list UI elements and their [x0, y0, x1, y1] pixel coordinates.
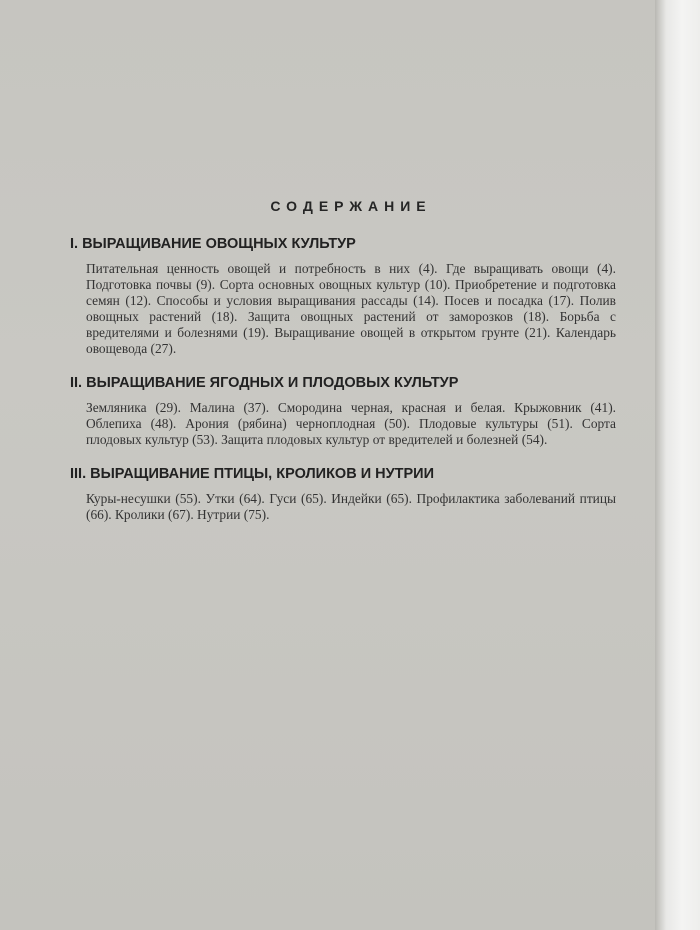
section-heading: I. ВЫРАЩИВАНИЕ ОВОЩНЫХ КУЛЬТУР	[70, 236, 356, 252]
section-body: Куры-несушки (55). Утки (64). Гуси (65). Индейки (65). Профилактика заболеваний птицы (66). Кролики (67). Нутрии (75).	[86, 491, 616, 522]
section-heading: III. ВЫРАЩИВАНИЕ ПТИЦЫ, КРОЛИКОВ И НУТРИИ	[70, 466, 435, 482]
toc-section-2	[70, 375, 616, 448]
section-body: Питательная ценность овощей и потребность в них (4). Где выращивать овощи (4). Подготовка почвы (9). Сорта основных овощных культур (10). Приобретение и подготовка семян (12). Способы и условия выращивания рассады (14). Посев и посадка (17). Полив овощных растений (18). Защита овощных растений от заморозков (18). Борьба с вредителями и болезнями (19). Выращивание овощей в открытом грунте (21). Календарь овощевода (27).	[86, 261, 616, 356]
toc-section-1	[70, 236, 616, 357]
next-page-edge	[655, 0, 700, 930]
toc-title: СОДЕРЖАНИЕ	[270, 198, 432, 214]
table-of-contents	[70, 198, 616, 541]
section-heading: II. ВЫРАЩИВАНИЕ ЯГОДНЫХ И ПЛОДОВЫХ КУЛЬТУР	[70, 375, 459, 391]
section-body: Земляника (29). Малина (37). Смородина черная, красная и белая. Крыжовник (41). Облепиха (48). Арония (рябина) черноплодная (50). Плодовые культуры (51). Сорта плодовых культур (53). Защита плодовых культур от вредителей и болезней (54).	[86, 400, 616, 447]
toc-section-3	[70, 466, 616, 523]
